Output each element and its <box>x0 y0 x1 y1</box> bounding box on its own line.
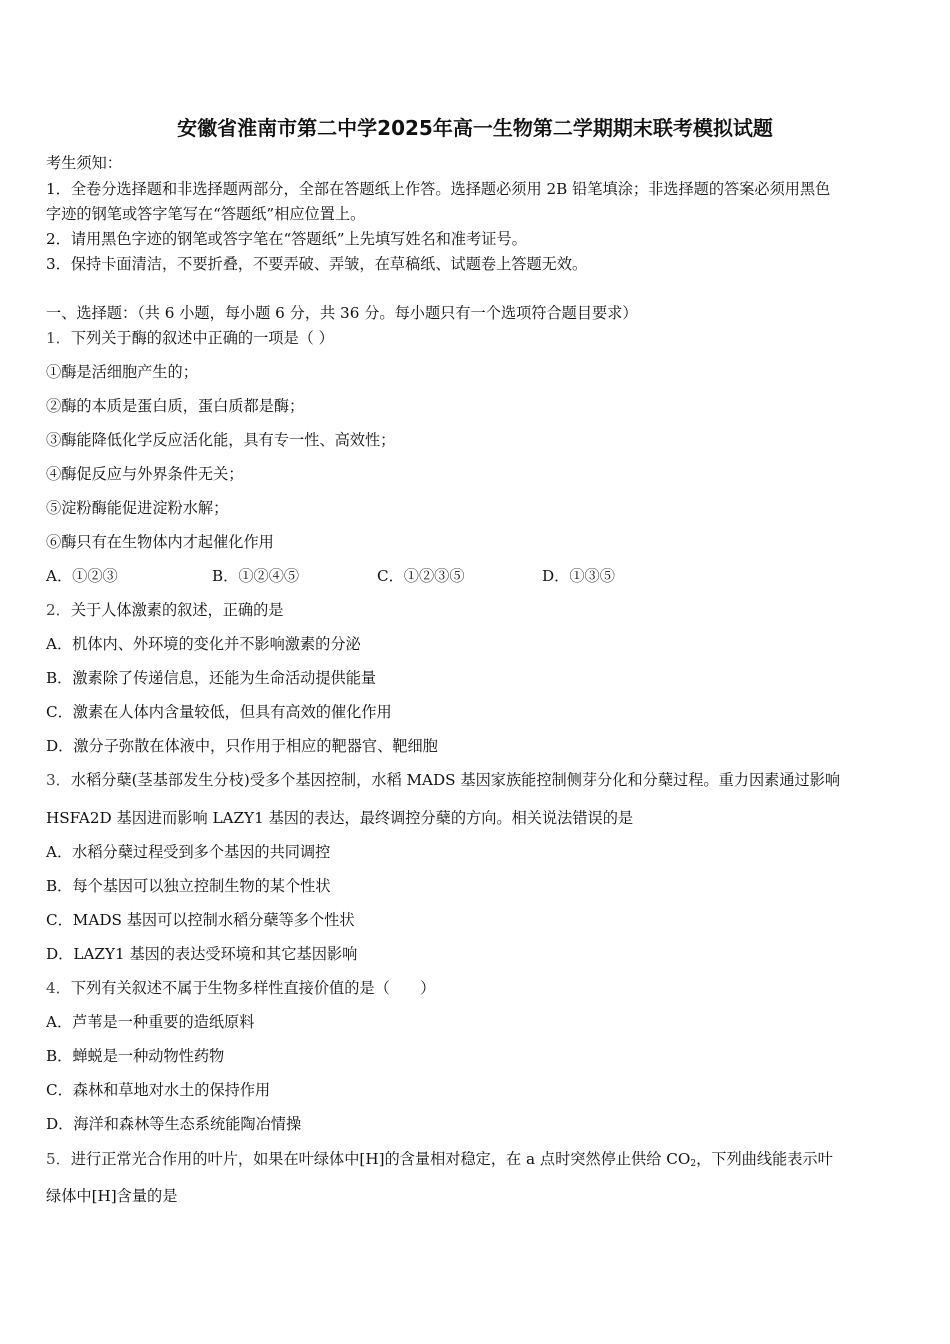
question-4-option-c: C．森林和草地对水土的保持作用 <box>46 1081 271 1099</box>
section-heading: 一、选择题：（共 6 小题，每小题 6 分，共 36 分。每小题只有一个选项符合题目要求） <box>46 304 638 322</box>
question-1-option-c: C．①②③⑤ <box>377 567 465 585</box>
question-2-number: 2． <box>46 601 71 619</box>
question-5-text-part-1: 进行正常光合作用的叶片，如果在叶绿体中[H]的含量相对稳定，在 a 点时突然停止供给 CO <box>70 1150 691 1168</box>
question-3-option-c: C．MADS 基因可以控制水稻分蘖等多个性状 <box>46 911 355 929</box>
page-title: 安徽省淮南市第二中学2025年高一生物第二学期期末联考模拟试题 <box>177 116 773 140</box>
statement-3: ③酶能降低化学反应活化能，具有专一性、高效性； <box>46 431 396 449</box>
question-3-option-b: B．每个基因可以独立控制生物的某个性状 <box>46 877 331 895</box>
question-4-option-a: A．芦苇是一种重要的造纸原料 <box>46 1013 255 1031</box>
question-4-option-d: D．海洋和森林等生态系统能陶冶情操 <box>46 1115 302 1133</box>
question-1-option-a: A．①②③ <box>46 567 118 585</box>
notice-heading: 考生须知： <box>46 154 122 172</box>
question-1-option-d: D．①③⑤ <box>542 567 615 585</box>
notice-item-2: 2．请用黑色字迹的钢笔或答字笔在“答题纸”上先填写姓名和准考证号。 <box>46 230 527 248</box>
question-5-number: 5． <box>46 1150 71 1168</box>
question-1-number: 1． <box>46 329 71 347</box>
notice-item-1-line-1: 1．全卷分选择题和非选择题两部分，全部在答题纸上作答。选择题必须用 2B 铅笔填涂；非选择题的答案必须用黑色 <box>46 180 831 198</box>
question-5-stem-line-2: 绿体中[H]含量的是 <box>46 1187 178 1205</box>
question-4-stem <box>46 977 435 998</box>
co2-subscript: 2 <box>690 1159 697 1169</box>
statement-1: ①酶是活细胞产生的； <box>46 363 198 381</box>
question-4-text: 下列有关叙述不属于生物多样性直接价值的是（ ） <box>70 979 436 997</box>
question-1-text: 下列关于酶的叙述中正确的一项是（ ） <box>70 329 334 347</box>
question-1-stem <box>46 327 334 348</box>
question-3-text-line-1: 水稻分蘖(茎基部发生分枝)受多个基因控制，水稻 MADS 基因家族能控制侧芽分化和分蘖过程。重力因素通过影响 <box>70 771 841 789</box>
statement-4: ④酶促反应与外界条件无关； <box>46 465 244 483</box>
question-3-stem-line-2: HSFA2D 基因进而影响 LAZY1 基因的表达，最终调控分蘖的方向。相关说法错误的是 <box>46 809 634 827</box>
notice-item-1-line-2: 字迹的钢笔或答字笔写在“答题纸”相应位置上。 <box>46 205 366 223</box>
notice-item-3: 3．保持卡面清洁，不要折叠，不要弄破、弄皱，在草稿纸、试题卷上答题无效。 <box>46 255 588 273</box>
question-1-option-b: B．①②④⑤ <box>212 567 300 585</box>
question-2-option-c: C．激素在人体内含量较低，但具有高效的催化作用 <box>46 703 392 721</box>
statement-2: ②酶的本质是蛋白质，蛋白质都是酶； <box>46 397 305 415</box>
question-2-text: 关于人体激素的叙述，正确的是 <box>70 601 284 619</box>
question-5-stem-line-1 <box>46 1148 833 1169</box>
question-2-option-d: D．激分子弥散在体液中，只作用于相应的靶器官、靶细胞 <box>46 737 438 755</box>
question-4-number: 4． <box>46 979 71 997</box>
statement-5: ⑤淀粉酶能促进淀粉水解； <box>46 499 229 517</box>
question-2-option-b: B．激素除了传递信息，还能为生命活动提供能量 <box>46 669 377 687</box>
question-2-stem <box>46 599 283 620</box>
question-3-stem-line-1 <box>46 769 840 790</box>
question-3-option-d: D．LAZY1 基因的表达受环境和其它基因影响 <box>46 945 358 963</box>
question-2-option-a: A．机体内、外环境的变化并不影响激素的分泌 <box>46 635 361 653</box>
statement-6: ⑥酶只有在生物体内才起催化作用 <box>46 533 274 551</box>
question-3-number: 3． <box>46 771 71 789</box>
question-5-text-part-2: ，下列曲线能表示叶 <box>696 1150 833 1168</box>
question-4-option-b: B．蝉蜕是一种动物性药物 <box>46 1047 225 1065</box>
question-3-option-a: A．水稻分蘖过程受到多个基因的共同调控 <box>46 843 331 861</box>
